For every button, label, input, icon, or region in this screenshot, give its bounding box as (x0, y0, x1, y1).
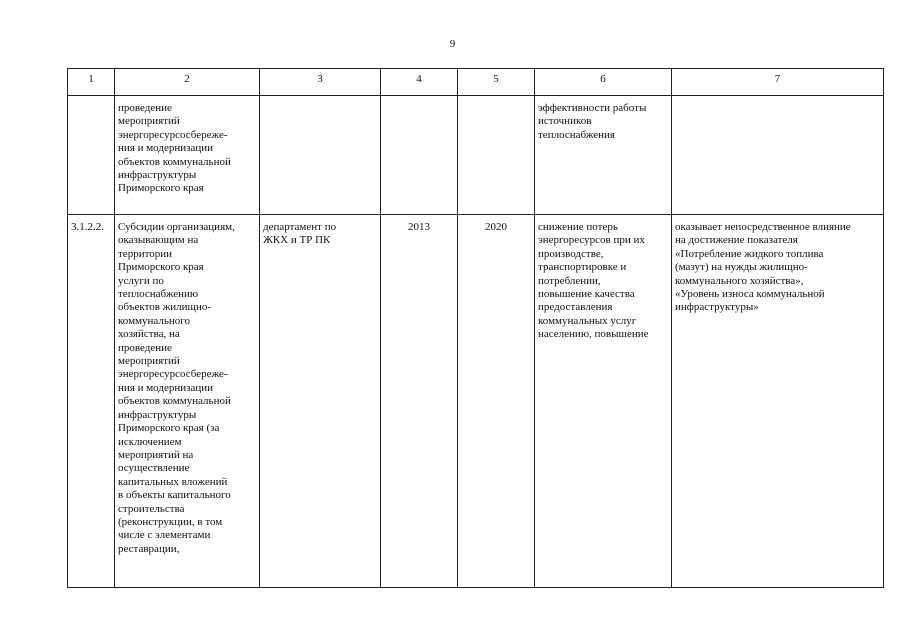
end-year-cell (458, 96, 535, 215)
column-header: 1 (68, 69, 115, 96)
start-year-cell (381, 96, 458, 215)
column-header: 6 (535, 69, 672, 96)
start-year-cell: 2013 (381, 215, 458, 588)
indicator-link-cell: оказывает непосредственное влияние на достижение показателя «Потребление жидкого топлива (мазут) на нужды жилищно- коммунального хозяйства», «Уровень износа коммунальной инфраструктуры» (672, 215, 884, 588)
column-header: 2 (115, 69, 260, 96)
item-number-cell (68, 96, 115, 215)
table-row (68, 215, 884, 588)
responsible-executor-cell (260, 96, 381, 215)
activity-name-cell: проведение мероприятий энергоресурсосбереже- ния и модернизации объектов коммунальной инфраструктуры Приморского края (115, 96, 260, 215)
table-header-row (68, 69, 884, 96)
expected-result-cell: эффективности работы источников теплоснабжения (535, 96, 672, 215)
column-header: 5 (458, 69, 535, 96)
expected-result-cell: снижение потерь энергоресурсов при их производстве, транспортировке и потреблении, повышение качества предоставления коммунальных услуг населению, повышение (535, 215, 672, 588)
indicator-link-cell (672, 96, 884, 215)
page-number: 9 (449, 38, 456, 50)
program-activities-table (67, 68, 884, 588)
column-header: 3 (260, 69, 381, 96)
item-number-cell: 3.1.2.2. (68, 215, 115, 588)
column-header: 7 (672, 69, 884, 96)
table-row (68, 96, 884, 215)
column-header: 4 (381, 69, 458, 96)
activity-name-cell: Субсидии организациям, оказывающим на территории Приморского края услуги по теплоснабжению объектов жилищно- коммунального хозяйства, на проведение мероприятий энергоресурсосбереже- ния и модернизации объектов коммунальной инфраструктуры Приморского края (за исключением мероприятий на осуществление капитальных вложений в объекты капитального строительства (реконструкции, в том числе с элементами реставрации, (115, 215, 260, 588)
end-year-cell: 2020 (458, 215, 535, 588)
responsible-executor-cell: департамент по ЖКХ и ТР ПК (260, 215, 381, 588)
